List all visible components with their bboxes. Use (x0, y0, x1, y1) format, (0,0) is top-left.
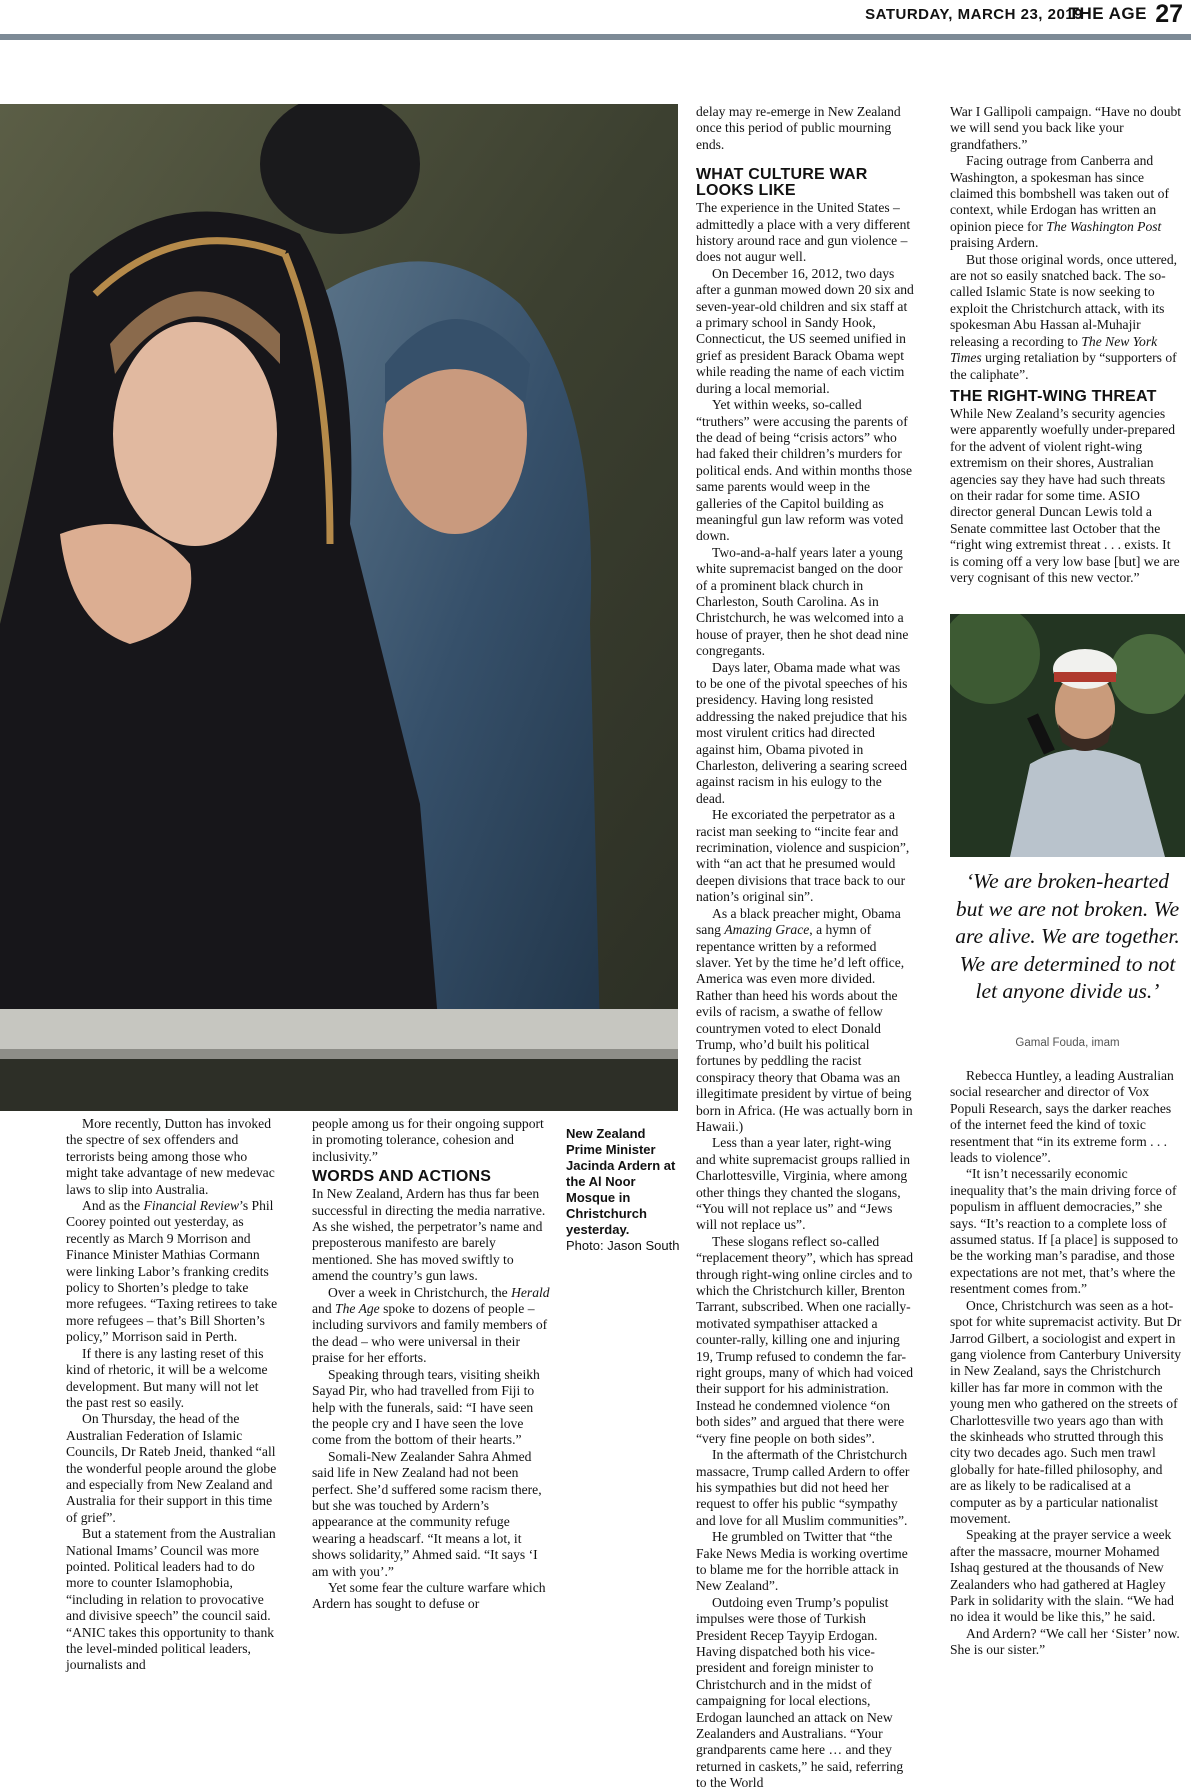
paragraph (950, 153, 1182, 251)
text-run: and (312, 1301, 336, 1317)
paragraph: On Thursday, the head of the Australian Federation of Islamic Councils, Dr Rateb Jneid, thanked “all the wonderful people around the globe and especially from New Zealand and Australia for their support in this time of grief”. (66, 1411, 277, 1525)
paragraph: More recently, Dutton has invoked the spectre of sex offenders and terrorists being among those who might take advantage of new medevac laws to slip into Australia. (66, 1116, 275, 1197)
caption-line: New Zealand (566, 1126, 646, 1141)
caption-line: Mosque in (566, 1190, 631, 1205)
column-1 (66, 1116, 278, 1674)
text-run: But those original words, once uttered, are not so easily snatched back. The so-called Islamic State is now seeking to exploit the Christchurch attack, with its spokesman Abu Hassan al-Muhajir releasing a recording to (950, 251, 1178, 349)
main-photo (0, 104, 678, 1111)
publication-title: Herald (511, 1284, 550, 1300)
header-rule (0, 34, 1191, 40)
paragraph: Less than a year later, right-wing and white supremacist groups rallied in Charlottesville, Virginia, where among other things they chanted the slogans, “You will not replace us” and “Jews will not replace us”. (696, 1135, 911, 1233)
text-run: ’s Phil Coorey pointed out yesterday, as recently as March 9 Morrison and Finance Minister Mathias Cormann were linking Labor’s franking credits policy to Shorten’s pledge to take more refugees. “Taxing retirees to take more refugees – that’s Bill Shorten’s policy,” Morrison said in Perth. (66, 1198, 278, 1345)
paragraph: Speaking at the prayer service a week after the massacre, mourner Mohamed Ishaq gestured at the thousands of New Zealanders who had gathered at Hagley Park in solidarity with the slain. “We had no idea it would be like this,” he said. (950, 1527, 1174, 1625)
paragraph: Speaking through tears, visiting sheikh Sayad Pir, who had travelled from Fiji to help with the funerals, said: “I have seen the people cry and I have seen the love come from the bottom of their hearts.” (312, 1366, 540, 1448)
caption-line: the Al Noor (566, 1174, 636, 1189)
publication-title: Financial Review (143, 1198, 240, 1214)
imam-photo (950, 614, 1185, 857)
paragraph: And Ardern? “We call her ‘Sister’ now. She is our sister.” (950, 1625, 1180, 1658)
paragraph (312, 1285, 552, 1367)
paragraph: Somali-New Zealander Sahra Ahmed said life in New Zealand had not been perfect. She’d suffered some racism there, but she was touched by Ardern’s appearance at the community refuge wearing a headscarf. “It means a lot, it shows solidarity,” Ahmed said. “It says ‘I am with you’.” (312, 1448, 542, 1579)
text-run: , a hymn of repentance written by a reformed slaver. Yet by the time he’d left office, America was even more divided. Rather than heed his words about the evils of racism, a swathe of fellow countrymen voted to elect Donald Trump, who’d built his political fortunes by peddling the racist conspiracy theory that Obama was an illegitimate president by virtue of being born in Africa. (He was actually born in Hawaii.) (696, 922, 913, 1134)
publication-title: The Age (335, 1301, 380, 1317)
subheading: THE RIGHT-WING THREAT (950, 387, 1157, 405)
photo-credit: Photo: Jason South (566, 1238, 680, 1253)
publication-title: The New York Times (950, 333, 1158, 366)
paragraph: If there is any lasting reset of this kind of rhetoric, it will be a welcome development. But many will not let the past rest so easily. (66, 1345, 268, 1410)
paragraph (696, 906, 914, 1136)
paragraph: Days later, Obama made what was to be one of the pivotal speeches of his presidency. Having long resisted addressing the naked prejudice that his most virulent critics had directed against him, Obama pivoted in Charleston, delivering a searing screed against racism in his eulogy to the dead. (696, 659, 908, 806)
paragraph (950, 252, 1182, 383)
photo-caption (566, 1126, 686, 1254)
subheading: WORDS AND ACTIONS (312, 1168, 492, 1186)
paragraph: Rebecca Huntley, a leading Australian social researcher and director of Vox Populi Research, says the darker reaches of the internet feed the kind of toxic resentment that “in its extreme form . . . leads to violence”. (950, 1068, 1174, 1166)
caption-line: Prime Minister (566, 1142, 656, 1157)
text-run: spoke to dozens of people – including survivors and family members of the dead – who were universal in their praise for her efforts. (312, 1301, 548, 1366)
column-3 (696, 104, 914, 1792)
paragraph: He grumbled on Twitter that “the Fake News Media is working overtime to blame me for the horrible attack in New Zealand”. (696, 1529, 908, 1594)
text-run: Facing outrage from Canberra and Washington, a spokesman has since claimed this bombshell was taken out of context, while Erdogan has written an opinion piece for (950, 153, 1169, 234)
paragraph: While New Zealand’s security agencies were apparently woefully under-prepared for the advent of violent right-wing extremism on their shores, Australian agencies say they have had such threats on their radar for some time. ASIO director general Duncan Lewis told a Senate committee last October that the “right wing extremist threat . . . exists. It is coming off a very low base [but] we are very cognisant of this new vector.” (950, 405, 1180, 585)
column-4-bottom (950, 1068, 1182, 1659)
column-4-top (950, 104, 1182, 586)
caption-line: Christchurch (566, 1206, 647, 1221)
newspaper-name: THE AGE (1068, 4, 1147, 23)
column-2 (312, 1116, 552, 1613)
paragraph: War I Gallipoli campaign. “Have no doubt we will send you back like your grandfathers.” (950, 104, 1182, 152)
paragraph: But a statement from the Australian National Imams’ Council was more pointed. Political leaders had to do more to counter Islamophobia, “including in relation to provocative and divisive speech” the council said. “ANIC takes this opportunity to thank the level-minded political leaders, journalists and (66, 1526, 276, 1673)
paragraph: In the aftermath of the Christchurch massacre, Trump called Ardern to offer his sympathies but did not heed her request to offer his public “sympathy and love for all Muslim communities”. (696, 1447, 910, 1528)
publication-title: The Washington Post (1046, 218, 1162, 234)
paragraph: Yet within weeks, so-called “truthers” were accusing the parents of the dead of being “crisis actors” who had faked their children’s murders for political ends. And within months those same parents would weep in the galleries of the Capitol building as meaningful gun law reform was voted down. (696, 397, 912, 544)
paragraph: On December 16, 2012, two days after a gunman mowed down 20 six and seven-year-old children and six staff at a primary school in Sandy Hook, Connecticut, the US seemed unified in grief as president Barack Obama wept while reading the name of each victim during a local memorial. (696, 265, 914, 396)
paragraph: people among us for their ongoing support in promoting tolerance, cohesion and inclusivity.” (312, 1116, 544, 1164)
page-number: 27 (1155, 0, 1183, 28)
song-title: Amazing Grace (724, 922, 810, 938)
text-run: As a black preacher might, Obama sang (696, 905, 901, 938)
text-run: And as the (82, 1198, 144, 1214)
text-run: praising Ardern. (950, 235, 1039, 251)
pull-quote: ‘We are broken-hearted but we are not broken. We are alive. We are together. We are determined to not let anyone divide us.’ (955, 869, 1180, 1003)
page-header (0, 0, 1191, 34)
quote-attribution: Gamal Fouda, imam (1015, 1037, 1120, 1049)
caption-line: Jacinda Ardern at (566, 1158, 676, 1173)
subheading: WHAT CULTURE WAR LOOKS LIKE (696, 166, 868, 200)
paragraph: Yet some fear the culture warfare which Ardern has sought to defuse or (312, 1579, 546, 1612)
paragraph: delay may re-emerge in New Zealand once this period of public mourning ends. (696, 104, 901, 152)
paragraph: He excoriated the perpetrator as a racist man seeking to “incite fear and recrimination, violence and suspicion”, with “an act that he presumed would deepen divisions that trace back to our nation’s original sin”. (696, 807, 910, 905)
paragraph: Once, Christchurch was seen as a hot-spot for white supremacist activity. But Dr Jarrod Gilbert, a sociologist and expert in gang violence from Canterbury University in New Zealand, says the Christchurch killer has far more in common with the young men who gathered on the streets of Charlottesville two years ago than with the skinheads who strutted through this city two decades ago. Such men trawl globally for hate-filled philosophy, and are as likely to be radicalised at a computer as by a particular nationalist movement. (950, 1297, 1182, 1526)
paragraph: Outdoing even Trump’s populist impulses were those of Turkish President Recep Tayyip Erdogan. Having dispatched both his vice-president and foreign minister to Christchurch and in the midst of campaigning for local elections, Erdogan launched an attack on New Zealanders and Australians. “Your grandparents came here … and they returned in caskets,” he said, referring to the World (696, 1594, 904, 1791)
paragraph (66, 1198, 278, 1346)
paragraph: These slogans reflect so-called “replacement theory”, which has spread through right-wing online circles and to which the Christchurch killer, Brenton Tarrant, subscribed. When one racially-motivated sympathiser attacked a counter-rally, killing one and injuring 19, Trump refused to condemn the far-right groups, many of which had voiced their support for his administration. Instead he condemned violence “on both sides” and argued that there were “very fine people on both sides”. (696, 1233, 914, 1446)
text-run: urging retaliation by “supporters of the caliphate”. (950, 350, 1177, 382)
text-run: Over a week in Christchurch, the (328, 1284, 512, 1300)
paragraph: The experience in the United States – admittedly a place with a very different history around race and gun violence – does not augur well. (696, 200, 911, 265)
paragraph: In New Zealand, Ardern has thus far been successful in directing the media narrative. As she wished, the perpetrator’s name and preposterous manifesto are barely mentioned. She has moved swiftly to amend the country’s gun laws. (312, 1186, 546, 1284)
paragraph: Two-and-a-half years later a young white supremacist banged on the door of a prominent black church in Charleston, South Carolina. As in Christchurch, he was welcomed into a house of prayer, then he shot dead nine congregants. (696, 544, 909, 659)
caption-line: yesterday. (566, 1222, 630, 1237)
issue-date: SATURDAY, MARCH 23, 2019 (865, 6, 1083, 23)
paragraph: “It isn’t necessarily economic inequality that’s the main driving force of populism in affluent democracies,” she says. “It’s reaction to a complete loss of assumed status. If [a place] is supposed to be the working man’s paradise, and those expectations are not met, that’s where the resentment comes from.” (950, 1166, 1179, 1297)
